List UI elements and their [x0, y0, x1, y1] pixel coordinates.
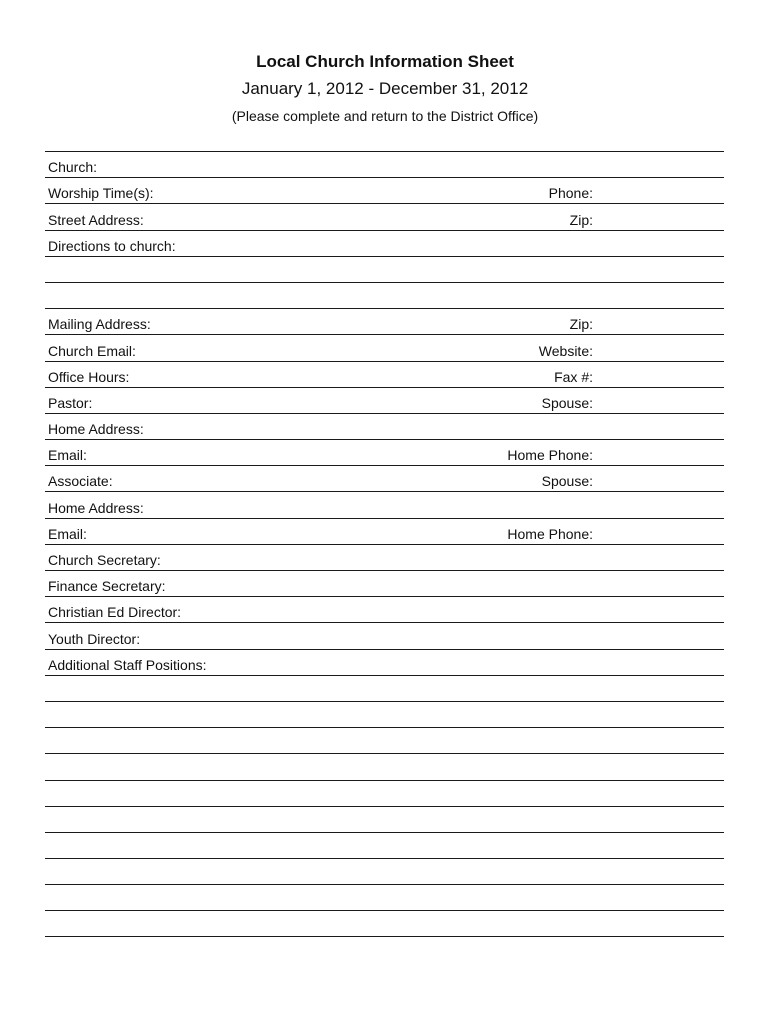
form-line[interactable] [45, 570, 724, 596]
form-line[interactable] [45, 413, 724, 439]
form-line[interactable] [45, 518, 724, 544]
instruction-text: (Please complete and return to the District Office) [231, 108, 539, 124]
form-line[interactable] [45, 544, 724, 570]
field-label: Mailing Address: [48, 316, 151, 333]
form-line[interactable] [45, 884, 724, 910]
field-label-right: Spouse: [541, 394, 593, 411]
field-label-right: Website: [538, 342, 593, 359]
field-label: Email: [48, 447, 87, 464]
form-line[interactable] [45, 439, 724, 465]
form-line[interactable] [45, 308, 724, 334]
form-line[interactable] [45, 596, 724, 622]
form-line[interactable] [45, 753, 724, 779]
field-label-right: Home Phone: [507, 525, 593, 542]
field-label: Finance Secretary: [48, 578, 166, 595]
date-range: January 1, 2012 - December 31, 2012 [241, 79, 529, 98]
field-label: Christian Ed Director: [48, 604, 182, 621]
field-label: Email: [48, 525, 87, 542]
field-label: Home Address: [48, 421, 144, 438]
information-form [45, 151, 724, 937]
field-label: Pastor: [48, 394, 93, 411]
field-label: Church Secretary: [48, 552, 161, 568]
form-line[interactable] [45, 910, 724, 936]
field-label: Additional Staff Positions: [48, 656, 207, 673]
form-line[interactable] [45, 649, 724, 675]
form-line[interactable] [45, 727, 724, 753]
form-line[interactable] [45, 675, 724, 701]
field-label: Church: [48, 159, 98, 176]
field-label: Directions to church: [48, 237, 176, 254]
form-line[interactable] [45, 256, 724, 282]
form-line[interactable] [45, 491, 724, 517]
form-line[interactable] [45, 858, 724, 884]
field-label-right: Spouse: [541, 473, 593, 490]
form-line[interactable] [45, 203, 724, 229]
form-line[interactable] [45, 361, 724, 387]
form-line[interactable] [45, 832, 724, 858]
field-label: Office Hours: [48, 368, 130, 385]
form-line[interactable] [45, 282, 724, 308]
field-label: Youth Director: [48, 630, 141, 647]
field-label-right: Phone: [548, 185, 593, 202]
field-label: Street Address: [48, 211, 144, 228]
field-label: Church Email: [48, 342, 136, 359]
field-label-right: Zip: [569, 211, 593, 228]
form-line[interactable] [45, 701, 724, 727]
form-line[interactable] [45, 151, 724, 177]
page-title: Local Church Information Sheet [256, 52, 514, 71]
field-label-right: Fax #: [554, 368, 593, 385]
form-line[interactable] [45, 780, 724, 806]
form-line[interactable] [45, 334, 724, 360]
form-line[interactable] [45, 465, 724, 491]
field-label-right: Home Phone: [507, 447, 593, 464]
form-line[interactable] [45, 230, 724, 256]
field-label: Home Address: [48, 499, 144, 516]
field-label: Associate: [48, 473, 113, 490]
form-line[interactable] [45, 806, 724, 832]
form-line[interactable] [45, 622, 724, 648]
field-label: Worship Time(s): [48, 185, 154, 202]
form-line[interactable] [45, 177, 724, 203]
field-label-right: Zip: [569, 316, 593, 333]
form-line[interactable] [45, 387, 724, 413]
